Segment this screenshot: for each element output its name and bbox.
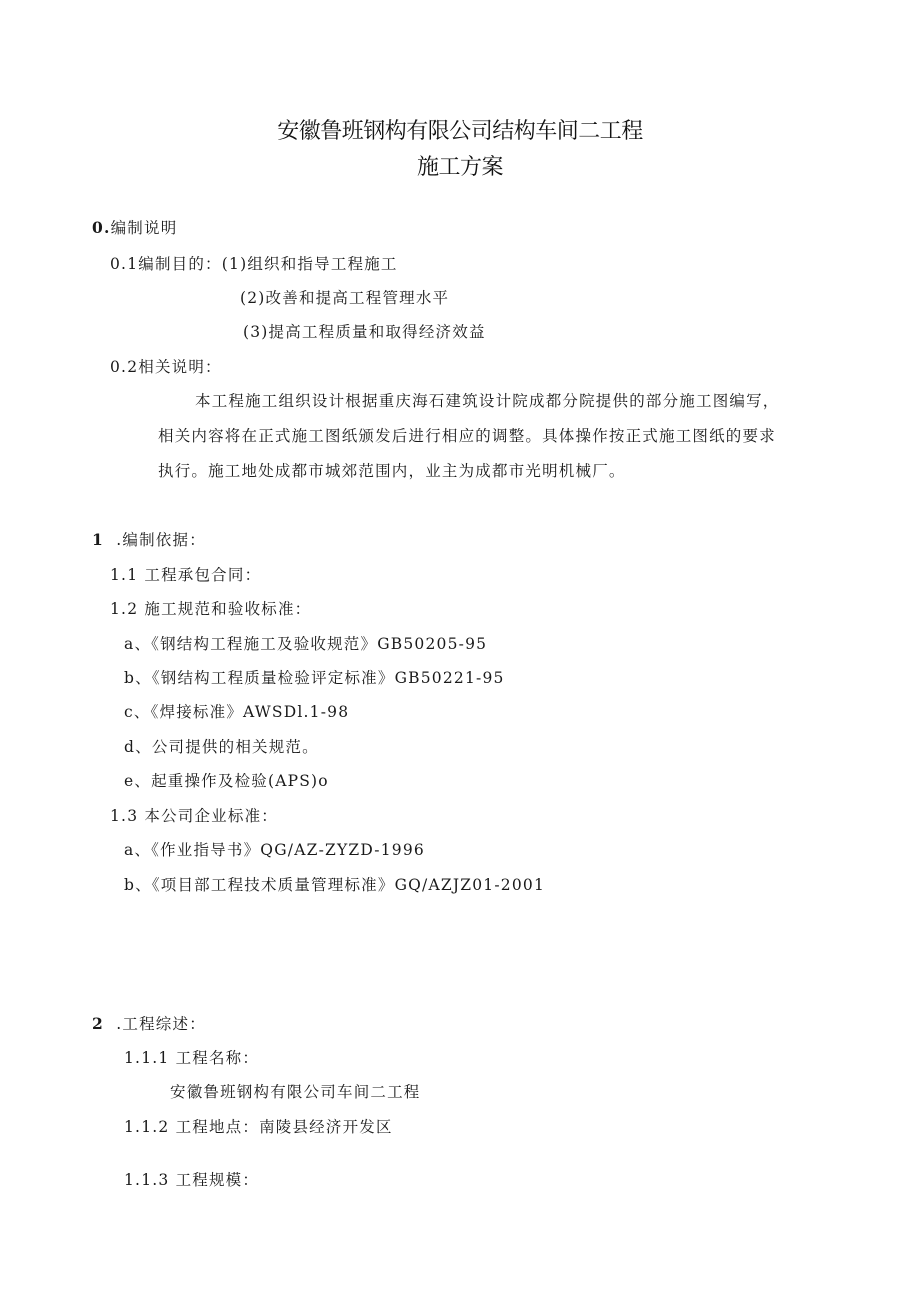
document-title: 安徽鲁班钢构有限公司结构车间二工程 <box>277 119 643 144</box>
section-title: 编制说明 <box>110 219 178 237</box>
subsection-label: 1.1 工程承包合同： <box>110 566 262 584</box>
subsection-label: 0.1编制目的： <box>110 255 222 273</box>
list-item: (3)提高工程质量和取得经济效益 <box>243 323 486 341</box>
list-item: e、起重操作及检验(APS)o <box>124 772 329 790</box>
section-1-heading <box>92 530 206 550</box>
paragraph-line: 执行。施工地处成都市城郊范围内，业主为成都市光明机械厂。 <box>158 462 626 480</box>
section-0-1-line <box>110 254 398 274</box>
section-number: 0. <box>92 218 111 237</box>
paragraph-line: 本工程施工组织设计根据重庆海石建筑设计院成都分院提供的部分施工图编写， <box>195 392 780 410</box>
list-item: b、《项目部工程技术质量管理标准》GQ/AZJZ01-2001 <box>124 876 546 894</box>
section-0-heading <box>92 218 177 238</box>
subsection-label: 1.2 施工规范和验收标准： <box>110 600 312 618</box>
subsection-label: 1.1.2 工程地点：南陵县经济开发区 <box>124 1118 393 1136</box>
list-item: (2)改善和提高工程管理水平 <box>240 289 450 307</box>
section-number: 1 <box>92 530 104 549</box>
list-item: a、《作业指导书》QG/AZ-ZYZD-1996 <box>124 841 425 859</box>
list-item: (1)组织和指导工程施工 <box>221 255 398 273</box>
section-title: .工程综述： <box>116 1015 206 1033</box>
section-number: 2 <box>92 1014 104 1033</box>
paragraph-line: 相关内容将在正式施工图纸颁发后进行相应的调整。具体操作按正式施工图纸的要求 <box>158 427 776 445</box>
list-item: c、《焊接标准》AWSDl.1-98 <box>124 703 350 721</box>
section-2-heading <box>92 1014 206 1034</box>
list-item: a、《钢结构工程施工及验收规范》GB50205-95 <box>124 635 488 653</box>
project-name-value: 安徽鲁班钢构有限公司车间二工程 <box>170 1083 421 1101</box>
subsection-label: 1.1.3 工程规模： <box>124 1171 260 1189</box>
subsection-label: 1.3 本公司企业标准： <box>110 807 278 825</box>
list-item: b、《钢结构工程质量检验评定标准》GB50221-95 <box>124 669 505 687</box>
list-item: d、公司提供的相关规范。 <box>124 738 319 756</box>
section-title: .编制依据： <box>116 531 206 549</box>
document-subtitle: 施工方案 <box>416 155 503 180</box>
subsection-label: 1.1.1 工程名称： <box>124 1049 260 1067</box>
subsection-label: 0.2相关说明： <box>110 358 222 376</box>
